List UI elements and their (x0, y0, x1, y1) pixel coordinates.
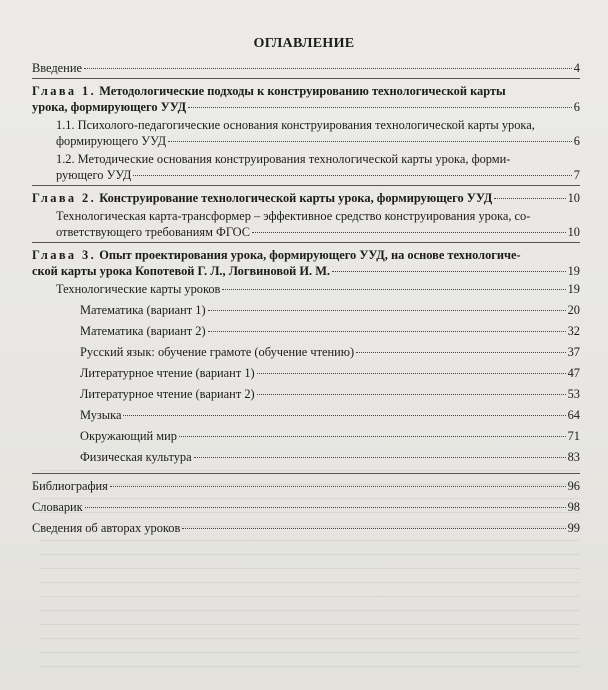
reverse-side-bleed-through (40, 470, 580, 680)
dot-leader (257, 373, 566, 374)
toc-entry-subject (32, 344, 580, 360)
table-of-contents (32, 60, 580, 536)
toc-page-number: 96 (567, 479, 580, 493)
dot-leader (208, 310, 566, 311)
toc-page-number: 71 (567, 429, 580, 443)
toc-entry-chapter-1 (32, 78, 580, 115)
toc-entry-section-2-1 (32, 208, 580, 240)
toc-page-number: 10 (567, 225, 580, 239)
chapter-title-line-2: урока, формирующего УУД (32, 100, 187, 114)
toc-entry-title: Введение (32, 61, 82, 75)
toc-entry-chapter-2 (32, 185, 580, 206)
toc-page-number: 32 (567, 324, 580, 338)
chapter-label: Глава 1. (32, 84, 97, 98)
toc-entry-title: Литературное чтение (вариант 2) (80, 387, 255, 401)
toc-entry-title: Музыка (80, 408, 122, 422)
toc-entry-subject (32, 323, 580, 339)
dot-leader (188, 107, 572, 108)
toc-entry-subject (32, 428, 580, 444)
section-title-line-2: ответствующего требованиям ФГОС (56, 225, 251, 239)
chapter-label: Глава 2. (32, 191, 97, 205)
toc-entry-title: Математика (вариант 2) (80, 324, 206, 338)
toc-entry-section-1-2 (32, 151, 580, 183)
toc-entry-subject (32, 449, 580, 465)
toc-page-number: 83 (567, 450, 580, 464)
chapter-label: Глава 3. (32, 248, 97, 262)
chapter-title-line-2: ской карты урока Копотевой Г. Л., Логвиновой И. М. (32, 264, 330, 278)
toc-entry-title: Физическая культура (80, 450, 192, 464)
section-title-line-2: формирующего УУД (56, 134, 167, 148)
toc-entry-subject (32, 302, 580, 318)
toc-page-number: 47 (567, 366, 580, 380)
dot-leader (123, 415, 565, 416)
dot-leader (332, 271, 566, 272)
dot-leader (179, 436, 566, 437)
toc-entry-title: Русский язык: обучение грамоте (обучение чтению) (80, 345, 355, 359)
toc-page-number: 99 (567, 521, 580, 535)
chapter-title: Конструирование технологической карты урока, формирующего УУД (99, 191, 493, 205)
toc-page-number: 19 (567, 264, 580, 278)
dot-leader (257, 394, 566, 395)
toc-page-number: 37 (567, 345, 580, 359)
dot-leader (208, 331, 566, 332)
toc-page-number: 53 (567, 387, 580, 401)
toc-entry-title: Словарик (32, 500, 83, 514)
toc-entry-title: Сведения об авторах уроков (32, 521, 181, 535)
chapter-title-line-1: Опыт проектирования урока, формирующего УУД, на основе технологиче- (99, 248, 521, 262)
dot-leader (84, 68, 572, 69)
toc-entry-title: Математика (вариант 1) (80, 303, 206, 317)
section-title-line-1: 1.2. Методические основания конструирования технологической карты урока, форми- (56, 152, 511, 166)
toc-page-number: 4 (573, 61, 580, 75)
dot-leader (252, 232, 566, 233)
dot-leader (222, 289, 565, 290)
toc-entry-intro (32, 60, 580, 76)
toc-page-number: 6 (573, 100, 580, 114)
toc-page-number: 64 (567, 408, 580, 422)
section-title-line-1: 1.1. Психолого-педагогические основания конструирования технологической карты урока, (56, 118, 535, 132)
dot-leader (356, 352, 565, 353)
toc-page-number: 19 (567, 282, 580, 296)
section-title-line-2: рующего УУД (56, 168, 132, 182)
chapter-title-line-1: Методологические подходы к конструированию технологической карты (99, 84, 506, 98)
toc-page-number: 98 (567, 500, 580, 514)
toc-entry-title: Библиография (32, 479, 108, 493)
toc-entry-subject (32, 365, 580, 381)
toc-entry-title: Технологические карты уроков (56, 282, 221, 296)
dot-leader (168, 141, 572, 142)
page-title: ОГЛАВЛЕНИЕ (253, 36, 355, 51)
dot-leader (133, 175, 571, 176)
toc-entry-chapter-3 (32, 242, 580, 279)
toc-page-number: 6 (573, 134, 580, 148)
toc-entry-title: Окружающий мир (80, 429, 177, 443)
toc-entry-lesson-cards (32, 281, 580, 297)
toc-page-number: 20 (567, 303, 580, 317)
section-title-line-1: Технологическая карта-трансформер – эффективное средство конструирования урока, со- (56, 209, 531, 223)
toc-page-number: 10 (567, 191, 580, 205)
toc-entry-section-1-1 (32, 117, 580, 149)
toc-page-number: 7 (573, 168, 580, 182)
toc-entry-subject (32, 386, 580, 402)
toc-entry-subject (32, 407, 580, 423)
dot-leader (194, 457, 566, 458)
dot-leader (494, 198, 565, 199)
toc-entry-title: Литературное чтение (вариант 1) (80, 366, 255, 380)
